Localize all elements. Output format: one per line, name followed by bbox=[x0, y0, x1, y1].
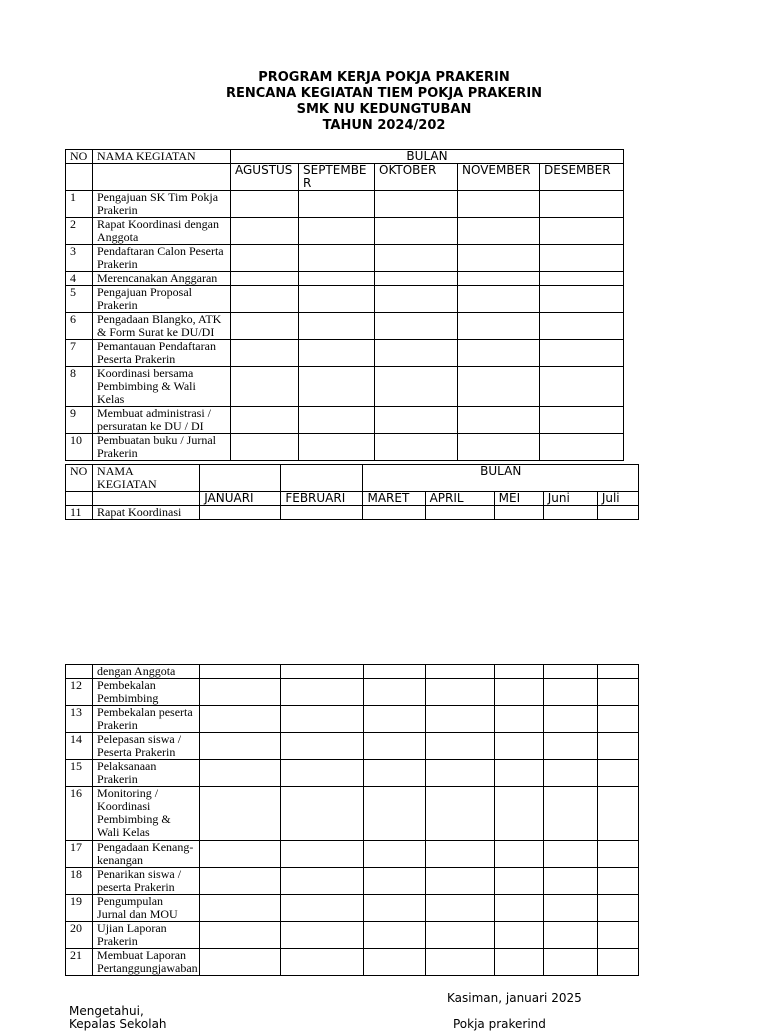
row-number: 4 bbox=[66, 272, 93, 286]
month-cell bbox=[363, 787, 425, 841]
month-cell bbox=[540, 407, 624, 434]
month-cell bbox=[425, 922, 494, 949]
month-cell bbox=[597, 868, 638, 895]
month-cell bbox=[363, 733, 425, 760]
row-number: 5 bbox=[66, 286, 93, 313]
activity-name: Pemantauan Pendaftaran Peserta Prakerin bbox=[93, 340, 231, 367]
month-cell bbox=[200, 706, 281, 733]
month-cell bbox=[375, 286, 458, 313]
month-cell bbox=[494, 733, 543, 760]
month-header: MARET bbox=[363, 492, 425, 506]
month-cell bbox=[540, 245, 624, 272]
month-cell bbox=[540, 367, 624, 407]
month-cell bbox=[281, 665, 363, 679]
activity-name: Ujian Laporan Prakerin bbox=[93, 922, 200, 949]
month-cell bbox=[231, 407, 299, 434]
month-cell bbox=[543, 679, 597, 706]
month-header: SEPTEMBE R bbox=[299, 164, 375, 191]
month-cell bbox=[458, 272, 540, 286]
month-cell bbox=[458, 340, 540, 367]
month-cell bbox=[200, 868, 281, 895]
month-cell bbox=[597, 706, 638, 733]
month-cell bbox=[281, 895, 363, 922]
activity-name: dengan Anggota bbox=[93, 665, 200, 679]
doc-title-line-2: RENCANA KEGIATAN TIEM POKJA PRAKERIN bbox=[225, 86, 543, 101]
month-cell bbox=[299, 313, 375, 340]
table-row bbox=[66, 787, 639, 841]
month-cell bbox=[231, 218, 299, 245]
blank-cell bbox=[66, 492, 93, 506]
row-number: 3 bbox=[66, 245, 93, 272]
month-cell bbox=[543, 868, 597, 895]
month-header: OKTOBER bbox=[375, 164, 458, 191]
activity-name: Pengajuan Proposal Prakerin bbox=[93, 286, 231, 313]
month-cell bbox=[200, 733, 281, 760]
month-cell bbox=[494, 787, 543, 841]
month-header: APRIL bbox=[425, 492, 494, 506]
month-header: DESEMBER bbox=[540, 164, 624, 191]
table-row bbox=[66, 665, 639, 679]
acknowledged-label: Mengetahui, bbox=[69, 1004, 144, 1018]
schedule-table-1 bbox=[65, 149, 624, 461]
row-number: 16 bbox=[66, 787, 93, 841]
month-cell bbox=[363, 506, 425, 520]
month-cell bbox=[231, 367, 299, 407]
doc-title-line-4: TAHUN 2024/202 bbox=[322, 118, 446, 133]
month-cell bbox=[200, 841, 281, 868]
table-row bbox=[66, 407, 624, 434]
month-cell bbox=[494, 949, 543, 976]
month-cell bbox=[597, 895, 638, 922]
month-cell bbox=[200, 949, 281, 976]
month-cell bbox=[458, 191, 540, 218]
month-cell bbox=[425, 665, 494, 679]
month-cell bbox=[200, 679, 281, 706]
month-cell bbox=[543, 949, 597, 976]
activity-header: NAMA KEGIATAN bbox=[93, 465, 200, 492]
table-row bbox=[66, 922, 639, 949]
row-number: 11 bbox=[66, 506, 93, 520]
row-number: 8 bbox=[66, 367, 93, 407]
row-number: 17 bbox=[66, 841, 93, 868]
month-cell bbox=[299, 367, 375, 407]
activity-name: Pembekalan Pembimbing bbox=[93, 679, 200, 706]
table-row bbox=[66, 367, 624, 407]
month-cell bbox=[543, 895, 597, 922]
month-cell bbox=[597, 949, 638, 976]
month-cell bbox=[363, 841, 425, 868]
row-number: 13 bbox=[66, 706, 93, 733]
month-header: Juli bbox=[597, 492, 638, 506]
month-cell bbox=[597, 665, 638, 679]
month-cell bbox=[458, 407, 540, 434]
month-header: FEBRUARI bbox=[281, 492, 363, 506]
month-cell bbox=[494, 679, 543, 706]
month-cell bbox=[494, 841, 543, 868]
month-cell bbox=[540, 191, 624, 218]
activity-name: Penarikan siswa / peserta Prakerin bbox=[93, 868, 200, 895]
month-cell bbox=[363, 679, 425, 706]
table-row bbox=[66, 245, 624, 272]
month-cell bbox=[458, 245, 540, 272]
month-cell bbox=[375, 313, 458, 340]
month-cell bbox=[458, 434, 540, 461]
month-cell bbox=[375, 407, 458, 434]
pokja-label: Pokja prakerind bbox=[453, 1017, 546, 1031]
month-cell bbox=[597, 760, 638, 787]
row-number: 9 bbox=[66, 407, 93, 434]
table-row bbox=[66, 841, 639, 868]
blank-cell bbox=[66, 164, 93, 191]
month-cell bbox=[540, 434, 624, 461]
principal-label: Kepalas Sekolah bbox=[69, 1017, 167, 1031]
month-cell bbox=[494, 506, 543, 520]
activity-name: Pengajuan SK Tim Pokja Prakerin bbox=[93, 191, 231, 218]
month-cell bbox=[543, 760, 597, 787]
month-cell bbox=[200, 787, 281, 841]
month-cell bbox=[231, 313, 299, 340]
activity-name: Membuat Laporan Pertanggungjawaban bbox=[93, 949, 200, 976]
month-cell bbox=[375, 191, 458, 218]
month-cell bbox=[494, 868, 543, 895]
month-cell bbox=[231, 245, 299, 272]
place-date: Kasiman, januari 2025 bbox=[447, 991, 582, 1005]
month-cell bbox=[281, 679, 363, 706]
activity-name: Pelepasan siswa / Peserta Prakerin bbox=[93, 733, 200, 760]
activity-name: Rapat Koordinasi dengan Anggota bbox=[93, 218, 231, 245]
doc-title-line-1: PROGRAM KERJA POKJA PRAKERIN bbox=[258, 70, 510, 85]
month-cell bbox=[281, 706, 363, 733]
month-header: NOVEMBER bbox=[458, 164, 540, 191]
month-cell bbox=[363, 895, 425, 922]
bulan-header: BULAN bbox=[231, 150, 624, 164]
blank-cell bbox=[93, 492, 200, 506]
month-cell bbox=[375, 272, 458, 286]
activity-name: Pengadaan Kenang-kenangan bbox=[93, 841, 200, 868]
no-header: NO bbox=[66, 465, 93, 492]
month-cell bbox=[543, 841, 597, 868]
doc-title-line-3: SMK NU KEDUNGTUBAN bbox=[296, 102, 472, 117]
activity-name: Pendaftaran Calon Peserta Prakerin bbox=[93, 245, 231, 272]
activity-name: Pengumpulan Jurnal dan MOU bbox=[93, 895, 200, 922]
month-cell bbox=[494, 922, 543, 949]
month-header: MEI bbox=[494, 492, 543, 506]
month-cell bbox=[281, 760, 363, 787]
month-cell bbox=[281, 841, 363, 868]
month-cell bbox=[425, 841, 494, 868]
month-cell bbox=[200, 760, 281, 787]
table-row bbox=[66, 706, 639, 733]
month-cell bbox=[597, 733, 638, 760]
month-cell bbox=[281, 733, 363, 760]
month-cell bbox=[375, 245, 458, 272]
blank-cell bbox=[200, 465, 281, 492]
month-cell bbox=[458, 313, 540, 340]
month-header: JANUARI bbox=[200, 492, 281, 506]
month-cell bbox=[281, 506, 363, 520]
table-row bbox=[66, 733, 639, 760]
table-row bbox=[66, 218, 624, 245]
month-cell bbox=[299, 340, 375, 367]
activity-name: Pelaksanaan Prakerin bbox=[93, 760, 200, 787]
month-cell bbox=[200, 922, 281, 949]
month-cell bbox=[363, 760, 425, 787]
month-cell bbox=[231, 191, 299, 218]
month-cell bbox=[281, 787, 363, 841]
table-row bbox=[66, 340, 624, 367]
table-row bbox=[66, 949, 639, 976]
month-cell bbox=[540, 218, 624, 245]
activity-name: Pengadaan Blangko, ATK & Form Surat ke DU/DI bbox=[93, 313, 231, 340]
month-cell bbox=[425, 733, 494, 760]
activity-name: Membuat administrasi / persuratan ke DU / DI bbox=[93, 407, 231, 434]
month-cell bbox=[281, 868, 363, 895]
month-cell bbox=[543, 733, 597, 760]
month-cell bbox=[597, 841, 638, 868]
table-row bbox=[66, 191, 624, 218]
schedule-table-2-continued bbox=[65, 664, 639, 976]
month-cell bbox=[540, 340, 624, 367]
month-cell bbox=[231, 272, 299, 286]
month-cell bbox=[597, 679, 638, 706]
row-number: 7 bbox=[66, 340, 93, 367]
row-number: 20 bbox=[66, 922, 93, 949]
schedule-table-2 bbox=[65, 464, 639, 520]
month-cell bbox=[299, 191, 375, 218]
month-cell bbox=[458, 367, 540, 407]
month-cell bbox=[494, 760, 543, 787]
table-row bbox=[66, 679, 639, 706]
table-row bbox=[66, 272, 624, 286]
month-cell bbox=[200, 506, 281, 520]
month-cell bbox=[543, 787, 597, 841]
month-cell bbox=[299, 407, 375, 434]
month-cell bbox=[543, 706, 597, 733]
month-cell bbox=[425, 706, 494, 733]
month-cell bbox=[299, 218, 375, 245]
month-cell bbox=[375, 340, 458, 367]
month-cell bbox=[231, 434, 299, 461]
month-cell bbox=[363, 922, 425, 949]
month-cell bbox=[363, 706, 425, 733]
table-row bbox=[66, 868, 639, 895]
month-cell bbox=[425, 868, 494, 895]
month-cell bbox=[299, 434, 375, 461]
row-number: 14 bbox=[66, 733, 93, 760]
row-number: 18 bbox=[66, 868, 93, 895]
month-cell bbox=[299, 272, 375, 286]
no-header: NO bbox=[66, 150, 93, 164]
month-cell bbox=[425, 787, 494, 841]
month-cell bbox=[200, 895, 281, 922]
month-cell bbox=[494, 665, 543, 679]
month-cell bbox=[375, 218, 458, 245]
month-cell bbox=[425, 949, 494, 976]
month-cell bbox=[425, 895, 494, 922]
row-number: 1 bbox=[66, 191, 93, 218]
table-row bbox=[66, 434, 624, 461]
table-row bbox=[66, 313, 624, 340]
month-cell bbox=[494, 706, 543, 733]
activity-header: NAMA KEGIATAN bbox=[93, 150, 231, 164]
month-cell bbox=[231, 286, 299, 313]
activity-name: Pembekalan peserta Prakerin bbox=[93, 706, 200, 733]
row-number: 2 bbox=[66, 218, 93, 245]
month-cell bbox=[458, 218, 540, 245]
month-cell bbox=[281, 922, 363, 949]
row-number: 10 bbox=[66, 434, 93, 461]
table-row bbox=[66, 895, 639, 922]
month-cell bbox=[375, 367, 458, 407]
row-number: 21 bbox=[66, 949, 93, 976]
row-number: 15 bbox=[66, 760, 93, 787]
table-row bbox=[66, 286, 624, 313]
month-cell bbox=[458, 286, 540, 313]
month-cell bbox=[543, 506, 597, 520]
month-cell bbox=[543, 922, 597, 949]
blank-cell bbox=[93, 164, 231, 191]
month-cell bbox=[363, 949, 425, 976]
row-number bbox=[66, 665, 93, 679]
month-cell bbox=[543, 665, 597, 679]
month-cell bbox=[281, 949, 363, 976]
month-cell bbox=[540, 286, 624, 313]
row-number: 6 bbox=[66, 313, 93, 340]
month-cell bbox=[425, 760, 494, 787]
row-number: 19 bbox=[66, 895, 93, 922]
month-header: Juni bbox=[543, 492, 597, 506]
month-cell bbox=[299, 286, 375, 313]
month-cell bbox=[494, 895, 543, 922]
activity-name: Merencanakan Anggaran bbox=[93, 272, 231, 286]
table-row bbox=[66, 506, 639, 520]
activity-name: Monitoring / Koordinasi Pembimbing & Wali Kelas bbox=[93, 787, 200, 841]
month-cell bbox=[231, 340, 299, 367]
month-cell bbox=[597, 506, 638, 520]
month-cell bbox=[597, 922, 638, 949]
row-number: 12 bbox=[66, 679, 93, 706]
month-cell bbox=[597, 787, 638, 841]
activity-name: Koordinasi bersama Pembimbing & Wali Kelas bbox=[93, 367, 231, 407]
month-cell bbox=[540, 313, 624, 340]
month-cell bbox=[363, 868, 425, 895]
month-cell bbox=[425, 506, 494, 520]
bulan-header: BULAN bbox=[363, 465, 639, 492]
month-header: AGUSTUS bbox=[231, 164, 299, 191]
month-cell bbox=[375, 434, 458, 461]
activity-name: Pembuatan buku / Jurnal Prakerin bbox=[93, 434, 231, 461]
month-cell bbox=[363, 665, 425, 679]
blank-cell bbox=[281, 465, 363, 492]
month-cell bbox=[425, 679, 494, 706]
month-cell bbox=[200, 665, 281, 679]
table-row bbox=[66, 760, 639, 787]
month-cell bbox=[540, 272, 624, 286]
activity-name: Rapat Koordinasi bbox=[93, 506, 200, 520]
month-cell bbox=[299, 245, 375, 272]
